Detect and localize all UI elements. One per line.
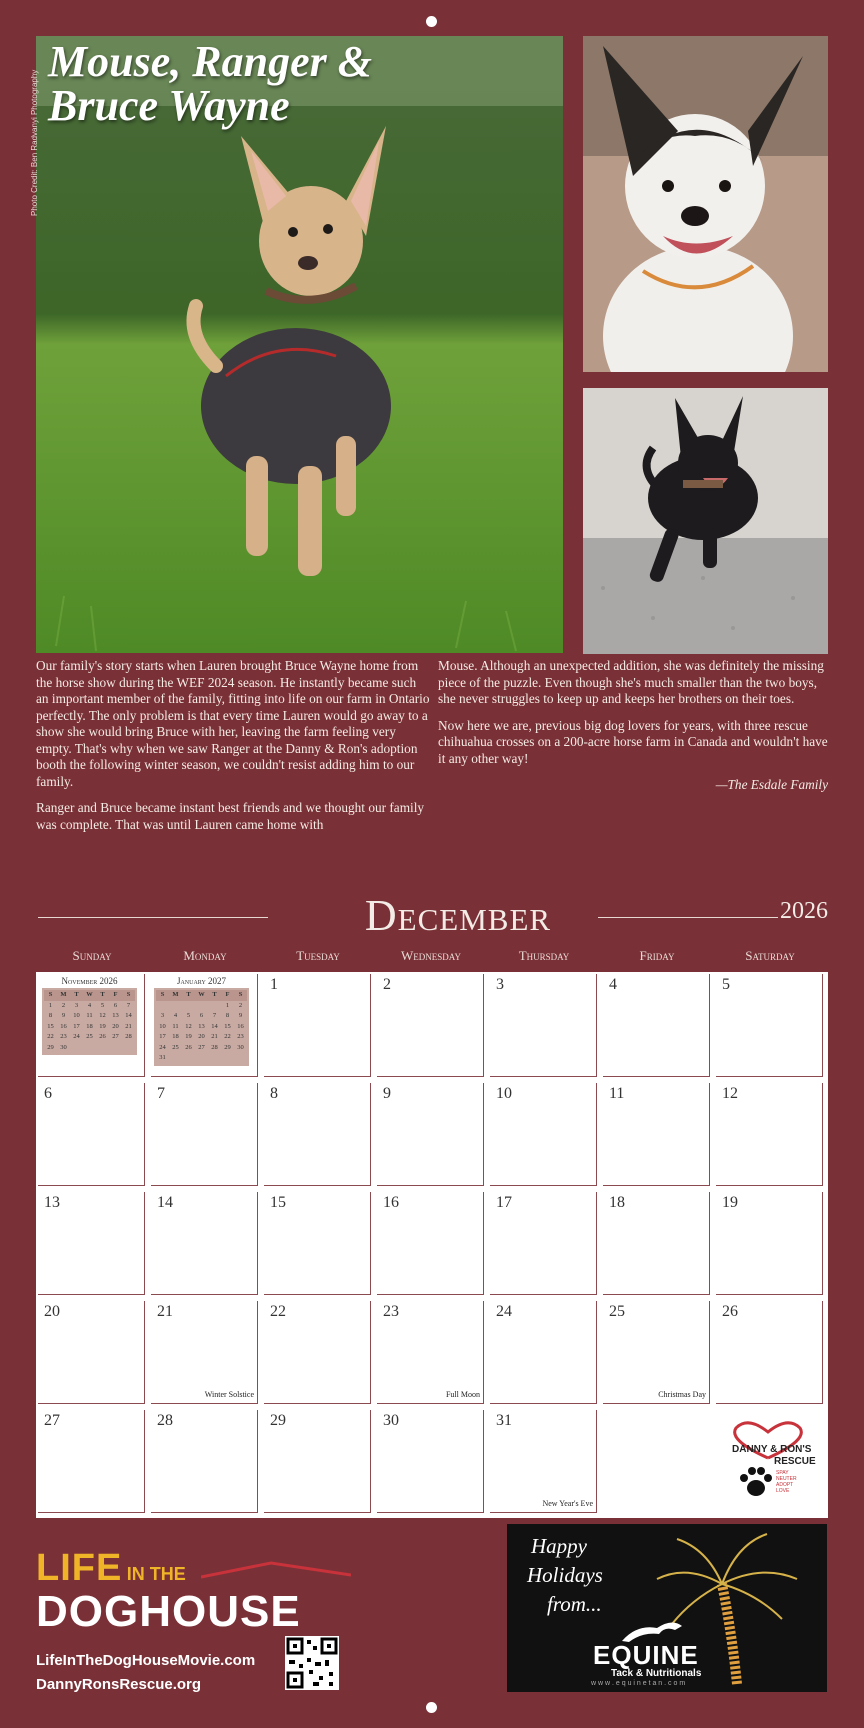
mini-calendar-prev	[42, 976, 137, 1055]
weekday-thursday: Thursday	[518, 948, 570, 963]
day-cell-20[interactable]	[38, 1301, 145, 1404]
mini-weekday: M	[57, 990, 70, 1001]
mini-day: 23	[237, 1033, 244, 1040]
day-cell-23[interactable]	[377, 1301, 484, 1404]
photo-top-right	[583, 36, 828, 372]
mini-day: 30	[60, 1043, 67, 1051]
mini-day: 23	[60, 1033, 67, 1040]
mini-day: 17	[73, 1022, 80, 1030]
day-number: 20	[44, 1303, 60, 1320]
rescue-taglines: SPAY NEUTER ADOPT LOVE	[776, 1470, 797, 1494]
day-cell-30[interactable]	[377, 1410, 484, 1513]
mini-day: 26	[185, 1043, 192, 1051]
day-cell-28[interactable]	[151, 1410, 258, 1513]
day-number: 30	[383, 1412, 399, 1429]
rescue-name: DANNY & RON'S	[732, 1444, 812, 1455]
mini-day: 15	[47, 1022, 54, 1030]
story-paragraph: Our family's story starts when Lauren brought Bruce Wayne home from the horse show during the WEF 2024 season. He instantly became such an important member of the family, fitting into life on our farm in Ontario perfectly. The only problem is that every time Lauren would go away to a show she would bring Bruce with her, leaving the farm feeling very empty. That's why when we saw Ranger at the Danny & Ron's adoption booth the following winter season, we couldn't resist adding him to our family.	[36, 658, 430, 789]
day-number: 6	[44, 1085, 52, 1102]
mini-day: 16	[60, 1022, 67, 1030]
mini-day: 24	[73, 1033, 80, 1040]
mini-day: 18	[172, 1033, 179, 1040]
day-number: 27	[44, 1412, 60, 1429]
calendar-grid	[36, 972, 828, 1518]
day-cell-13[interactable]	[38, 1192, 145, 1295]
mini-day: 6	[199, 1012, 204, 1019]
mini-day: 22	[47, 1033, 54, 1040]
mini-weekday: S	[122, 990, 135, 1001]
footer-url-movie[interactable]: LifeInTheDogHouseMovie.com	[36, 1652, 256, 1669]
mini-weekday: F	[221, 990, 234, 1001]
day-cell-3[interactable]	[490, 974, 597, 1077]
logo-doghouse-text: DOGHOUSE	[36, 1587, 301, 1636]
logo-life-text: LIFE	[36, 1547, 123, 1589]
day-cell-25[interactable]	[603, 1301, 710, 1404]
mini-day: 10	[73, 1012, 80, 1019]
day-number: 12	[722, 1085, 738, 1102]
weekday-wednesday: Wednesday	[401, 948, 461, 963]
mini-day: 25	[86, 1033, 93, 1040]
day-cell-19[interactable]	[716, 1192, 823, 1295]
mini-weekday: T	[96, 990, 109, 1001]
mini-day: 2	[238, 1001, 243, 1009]
mini-day: 27	[112, 1033, 119, 1040]
day-number: 17	[496, 1194, 512, 1211]
mini-day: 30	[237, 1043, 244, 1051]
mini-day: 14	[125, 1012, 132, 1019]
mini-day: 1	[225, 1001, 230, 1009]
day-number: 8	[270, 1085, 278, 1102]
mini-day: 20	[112, 1022, 119, 1030]
day-cell-8[interactable]	[264, 1083, 371, 1186]
day-number: 14	[157, 1194, 173, 1211]
mini-day: 2	[61, 1001, 66, 1009]
mini-day: 29	[224, 1043, 231, 1051]
day-number: 28	[157, 1412, 173, 1429]
header-rule-left	[38, 917, 268, 918]
mini-day: 7	[126, 1001, 131, 1009]
mini-weekday: S	[44, 990, 57, 1001]
mini-weekday: S	[156, 990, 169, 1001]
day-cell-9[interactable]	[377, 1083, 484, 1186]
day-cell-21[interactable]	[151, 1301, 258, 1404]
day-cell-10[interactable]	[490, 1083, 597, 1186]
mini-day: 12	[185, 1022, 192, 1030]
day-cell-6[interactable]	[38, 1083, 145, 1186]
day-cell-14[interactable]	[151, 1192, 258, 1295]
mini-day: 25	[172, 1043, 179, 1051]
ad-url: w w w . e q u i n e t a n . c o m	[591, 1680, 686, 1687]
page-title: Mouse, Ranger & Bruce Wayne	[48, 37, 372, 130]
mini-day: 26	[99, 1033, 106, 1040]
ad-greeting: Happy Holidays from...	[527, 1534, 603, 1616]
mini-day: 16	[237, 1022, 244, 1030]
day-number: 21	[157, 1303, 173, 1320]
qr-code[interactable]	[285, 1636, 339, 1690]
mini-calendar-next	[154, 976, 249, 1066]
day-number: 5	[722, 976, 730, 993]
day-number: 26	[722, 1303, 738, 1320]
day-number: 11	[609, 1085, 625, 1102]
mini-day: 13	[112, 1012, 119, 1019]
roof-icon	[201, 1561, 351, 1579]
mini-weekday: T	[182, 990, 195, 1001]
mini-day: 3	[74, 1001, 79, 1009]
mini-weekday: W	[83, 990, 96, 1001]
mini-day: 8	[225, 1012, 230, 1019]
weekday-saturday: Saturday	[745, 948, 795, 963]
story-paragraph: Mouse. Although an unexpected addition, she was definitely the missing piece of the puzzle. Even though she's much smaller than the two boys, she never struggles to keep up and keeps her brothers on their toes.	[438, 658, 824, 706]
mini-day: 21	[211, 1033, 218, 1040]
mini-day: 21	[125, 1022, 132, 1030]
day-number: 1	[270, 976, 278, 993]
life-in-the-doghouse-logo	[36, 1547, 301, 1634]
mini-day: 29	[47, 1043, 54, 1051]
mini-day: 9	[61, 1012, 66, 1019]
weekday-sunday: Sunday	[72, 948, 112, 963]
mini-day: 13	[198, 1022, 205, 1030]
story-signature: —The Esdale Family	[715, 777, 828, 792]
mini-blank	[169, 1001, 182, 1012]
mini-day: 3	[160, 1012, 165, 1019]
day-cell-24[interactable]	[490, 1301, 597, 1404]
mini-day: 12	[99, 1012, 106, 1019]
day-number: 25	[609, 1303, 625, 1320]
weekday-friday: Friday	[639, 948, 675, 963]
mini-day: 11	[172, 1022, 179, 1030]
mini-day: 19	[99, 1022, 106, 1030]
day-number: 4	[609, 976, 617, 993]
day-number: 9	[383, 1085, 391, 1102]
mini-day: 15	[224, 1022, 231, 1030]
day-cell-31[interactable]	[490, 1410, 597, 1513]
mini-day: 9	[238, 1012, 243, 1019]
paw-icon	[736, 1462, 776, 1502]
mini-day: 4	[173, 1012, 178, 1019]
story-left-column	[36, 658, 430, 843]
photo-credit: Photo Credit: Ben Radvanyi Photography	[30, 69, 39, 216]
mini-day: 22	[224, 1033, 231, 1040]
mini-weekday: T	[70, 990, 83, 1001]
empty-cell	[603, 1410, 710, 1513]
day-event: Full Moon	[445, 1390, 480, 1399]
day-cell-22[interactable]	[264, 1301, 371, 1404]
day-event: Winter Solstice	[204, 1390, 254, 1399]
mini-day: 20	[198, 1033, 205, 1040]
mini-weekday: W	[195, 990, 208, 1001]
day-number: 19	[722, 1194, 738, 1211]
day-number: 13	[44, 1194, 60, 1211]
equine-ad[interactable]	[507, 1524, 827, 1692]
mini-day: 17	[159, 1033, 166, 1040]
day-cell-26[interactable]	[716, 1301, 823, 1404]
month-title: December	[364, 891, 552, 940]
mini-day: 5	[186, 1012, 191, 1019]
mini-day: 5	[100, 1001, 105, 1009]
mini-weekday: F	[109, 990, 122, 1001]
mini-day: 27	[198, 1043, 205, 1051]
punch-hole-bottom	[426, 1702, 437, 1713]
day-number: 3	[496, 976, 504, 993]
day-event: New Year's Eve	[542, 1499, 593, 1508]
month-header	[38, 890, 828, 946]
day-number: 23	[383, 1303, 399, 1320]
day-cell-29[interactable]	[264, 1410, 371, 1513]
day-cell-12[interactable]	[716, 1083, 823, 1186]
story-paragraph: Ranger and Bruce became instant best friends and we thought our family was complete. That was until Lauren came home with	[36, 800, 425, 832]
story-right-column	[438, 658, 828, 804]
rescue-word: RESCUE	[774, 1456, 816, 1467]
mini-weekday: M	[169, 990, 182, 1001]
day-cell-5[interactable]	[716, 974, 823, 1077]
mini-blank	[195, 1001, 208, 1012]
photo-bottom-right	[583, 388, 828, 654]
punch-hole-top	[426, 16, 437, 27]
day-cell-7[interactable]	[151, 1083, 258, 1186]
mini-blank	[156, 1001, 169, 1012]
day-cell-15[interactable]	[264, 1192, 371, 1295]
day-cell-16[interactable]	[377, 1192, 484, 1295]
mini-day: 8	[48, 1012, 53, 1019]
day-number: 15	[270, 1194, 286, 1211]
day-number: 22	[270, 1303, 286, 1320]
mini-day: 6	[113, 1001, 118, 1009]
mini-calendar-title: January 2027	[176, 976, 227, 986]
day-number: 10	[496, 1085, 512, 1102]
day-event: Christmas Day	[658, 1390, 706, 1399]
mini-day: 31	[159, 1054, 166, 1061]
mini-day: 4	[87, 1001, 92, 1009]
day-number: 7	[157, 1085, 165, 1102]
mini-weekday: T	[208, 990, 221, 1001]
day-number: 2	[383, 976, 391, 993]
mini-day: 11	[86, 1012, 93, 1019]
footer-url-rescue[interactable]: DannyRonsRescue.org	[36, 1676, 202, 1693]
mini-weekday: S	[234, 990, 247, 1001]
day-number: 18	[609, 1194, 625, 1211]
mini-day: 24	[159, 1043, 166, 1051]
danny-rons-rescue-logo	[718, 1420, 818, 1505]
mini-day: 7	[212, 1012, 217, 1019]
weekday-monday: Monday	[183, 948, 227, 963]
day-cell-4[interactable]	[603, 974, 710, 1077]
day-cell-1[interactable]	[264, 974, 371, 1077]
mini-day: 10	[159, 1022, 166, 1030]
mini-day: 19	[185, 1033, 192, 1040]
day-number: 24	[496, 1303, 512, 1320]
ad-brand: EQUINE	[593, 1640, 699, 1670]
day-cell-27[interactable]	[38, 1410, 145, 1513]
day-cell-2[interactable]	[377, 974, 484, 1077]
day-cell-18[interactable]	[603, 1192, 710, 1295]
mini-day: 1	[48, 1001, 53, 1009]
mini-calendar-title: November 2026	[61, 976, 118, 986]
weekday-tuesday: Tuesday	[296, 948, 340, 963]
day-number: 16	[383, 1194, 399, 1211]
mini-day: 28	[125, 1033, 132, 1040]
day-number: 29	[270, 1412, 286, 1429]
day-cell-11[interactable]	[603, 1083, 710, 1186]
header-rule-right	[598, 917, 778, 918]
mini-day: 14	[211, 1022, 218, 1030]
year-label: 2026	[780, 898, 828, 924]
ad-subtitle: Tack & Nutritionals	[611, 1668, 702, 1679]
mini-blank	[182, 1001, 195, 1012]
day-number: 31	[496, 1412, 512, 1429]
mini-day: 28	[211, 1043, 218, 1051]
story-paragraph: Now here we are, previous big dog lovers for years, with three rescue chihuahua crosses on a 200-acre horse farm in Canada and wouldn't have it any other way!	[438, 717, 828, 766]
mini-blank	[208, 1001, 221, 1012]
mini-day: 18	[86, 1022, 93, 1030]
day-cell-17[interactable]	[490, 1192, 597, 1295]
logo-in-the-text: IN THE	[126, 1564, 186, 1584]
